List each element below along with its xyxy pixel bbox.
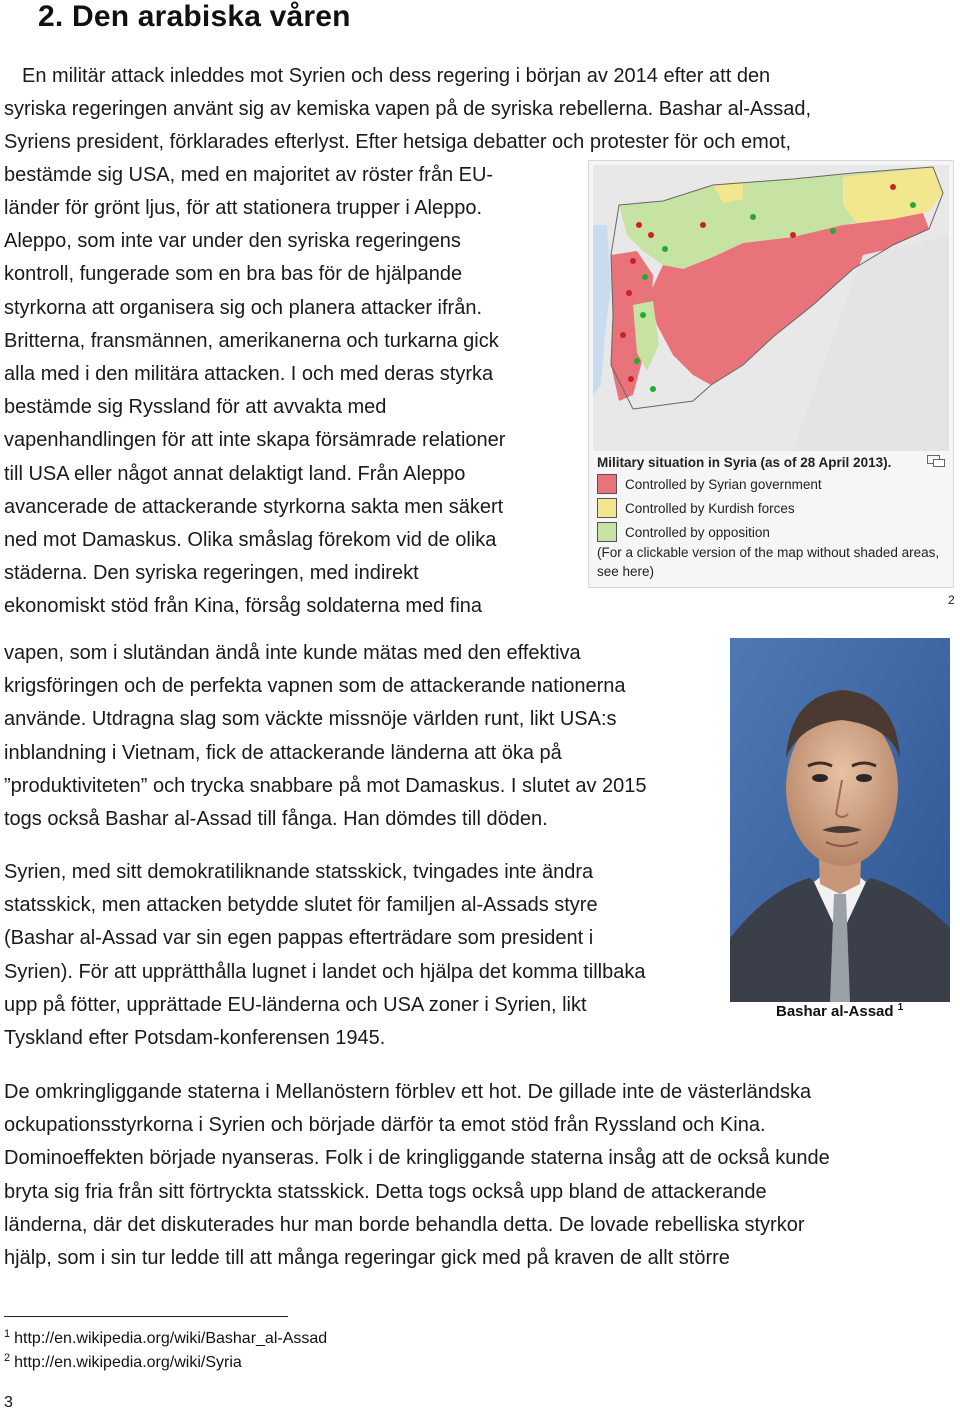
paragraph-line: vapen, som i slutändan ändå inte kunde mätas med den effektiva: [4, 642, 581, 664]
paragraph-line: alla med i den militära attacken. I och med deras styrka: [4, 363, 494, 386]
legend-item-kurdish: [597, 497, 795, 519]
legend-swatch: [597, 474, 617, 494]
syria-map-figure: [588, 160, 954, 588]
paragraph-line: Britterna, fransmännen, amerikanerna och turkarna gick: [4, 329, 499, 352]
portrait-image: [730, 638, 950, 1002]
paragraph-line: till USA eller något annat delaktigt land. Från Aleppo: [4, 462, 466, 485]
legend-swatch: [597, 522, 617, 542]
footnote-link[interactable]: http://en.wikipedia.org/wiki/Syria: [14, 1354, 242, 1371]
paragraph-line: De omkringliggande staterna i Mellanöstern förblev ett hot. De gillade inte de västerländska: [4, 1081, 812, 1103]
caption-text: Bashar al-Assad: [776, 1003, 894, 1020]
page-number: 3: [4, 1394, 13, 1411]
paragraph-line: Syriens president, förklarades efterlyst. Efter hetsiga debatter och protester för och emot,: [4, 131, 792, 153]
paragraph-4: [4, 1076, 830, 1275]
paragraph-line: länder för grönt ljus, för att stationera trupper i Aleppo.: [4, 197, 483, 219]
paragraph-3: [4, 856, 645, 1055]
paragraph-line: Tyskland efter Potsdam-konferensen 1945.: [4, 1027, 386, 1050]
paragraph-continuation: [4, 192, 505, 624]
paragraph-line: styrkorna att organisera sig och planera attacker ifrån.: [4, 296, 483, 319]
legend-item-government: [597, 473, 822, 495]
paragraph-line: syriska regeringen använt sig av kemiska vapen på de syriska rebellerna. Bashar al-Assad,: [4, 98, 812, 120]
paragraph-line: ekonomiskt stöd från Kina, försåg soldaterna med fina: [4, 595, 483, 618]
footnote-2: [4, 1352, 242, 1372]
paragraph-line: använde. Utdragna slag som väckte missnöje världen runt, likt USA:s: [4, 708, 617, 731]
paragraph-line: upp på fötter, upprättade EU-länderna och USA zoner i Syrien, likt: [4, 993, 587, 1016]
paragraph-line: krigsföringen och de perfekta vapnen som de attackerande nationerna: [4, 675, 626, 698]
paragraph-line: togs också Bashar al-Assad till fånga. Han dömdes till döden.: [4, 808, 548, 831]
paragraph-line: bestämde sig Ryssland för att avvakta med: [4, 396, 387, 419]
paragraph-line: ”produktiviteten” och trycka snabbare på mot Damaskus. I slutet av 2015: [4, 774, 647, 797]
paragraph-line: städerna. Den syriska regeringen, med indirekt: [4, 562, 419, 585]
legend-title: Military situation in Syria (as of 28 April 2013).: [597, 455, 892, 470]
paragraph-line: Syrien). För att upprätthålla lugnet i landet och hjälpa det komma tillbaka: [4, 960, 646, 983]
footnote-number: 1: [4, 1328, 11, 1340]
paragraph-line: ockupationsstyrkorna i Syrien och började därför ta emot stöd från Ryssland och Kina.: [4, 1114, 766, 1137]
paragraph-line: avancerade de attackerande styrkorna sakta men säkert: [4, 495, 504, 518]
paragraph-line: Dominoeffekten började nyanseras. Folk i de kringliggande staterna insåg att de också kunde: [4, 1147, 830, 1170]
footnote-1: [4, 1328, 327, 1348]
paragraph-line: statsskick, men attacken betydde slutet för familjen al-Assads styre: [4, 894, 598, 917]
paragraph-2: [4, 637, 647, 836]
portrait-caption: [776, 1002, 903, 1020]
caption-footnote-marker: 1: [897, 1002, 904, 1013]
paragraph-line: bryta sig fria från sitt förtryckta statsskick. Detta togs också upp bland de attackerande: [4, 1180, 767, 1203]
footnote-link[interactable]: http://en.wikipedia.org/wiki/Bashar_al-Assad: [14, 1330, 328, 1347]
map-legend: [593, 453, 949, 583]
legend-label: Controlled by opposition: [625, 524, 770, 540]
legend-label: Controlled by Kurdish forces: [625, 500, 795, 516]
paragraph-line: kontroll, fungerade som en bra bas för de hjälpande: [4, 263, 463, 286]
paragraph-line: bestämde sig USA, med en majoritet av röster från EU-: [4, 164, 494, 186]
paragraph-line: Aleppo, som inte var under den syriska regeringens: [4, 230, 461, 253]
footnote-number: 2: [4, 1352, 11, 1364]
legend-item-opposition: [597, 521, 770, 543]
paragraph-line: länderna, där det diskuterades hur man borde behandla detta. De lovade rebelliska styrkor: [4, 1213, 805, 1236]
footnote-separator: [4, 1316, 288, 1317]
paragraph-line: En militär attack inleddes mot Syrien och dess regering i början av 2014 efter att den: [22, 65, 771, 87]
legend-note: (For a clickable version of the map without shaded areas, see here): [597, 545, 940, 579]
map-footnote-marker: 2: [948, 593, 955, 607]
legend-label: Controlled by Syrian government: [625, 476, 822, 492]
paragraph-line: hjälp, som i sin tur ledde till att många regeringar gick med på kraven de allt större: [4, 1247, 730, 1270]
syria-map: [593, 165, 949, 451]
section-heading: 2. Den arabiska våren: [38, 0, 351, 33]
portrait-photo: [730, 638, 950, 1002]
paragraph-line: vapenhandlingen för att inte skapa försämrade relationer: [4, 429, 506, 452]
enlarge-icon[interactable]: [927, 455, 945, 467]
paragraph-line: Syrien, med sitt demokratiliknande statsskick, tvingades inte ändra: [4, 861, 594, 883]
paragraph-line: ned mot Damaskus. Olika småslag förekom vid de olika: [4, 529, 497, 552]
paragraph-line: (Bashar al-Assad var sin egen pappas efterträdare som president i: [4, 927, 594, 950]
legend-swatch: [597, 498, 617, 518]
paragraph-line: inblandning i Vietnam, fick de attackerande länderna att öka på: [4, 741, 562, 764]
